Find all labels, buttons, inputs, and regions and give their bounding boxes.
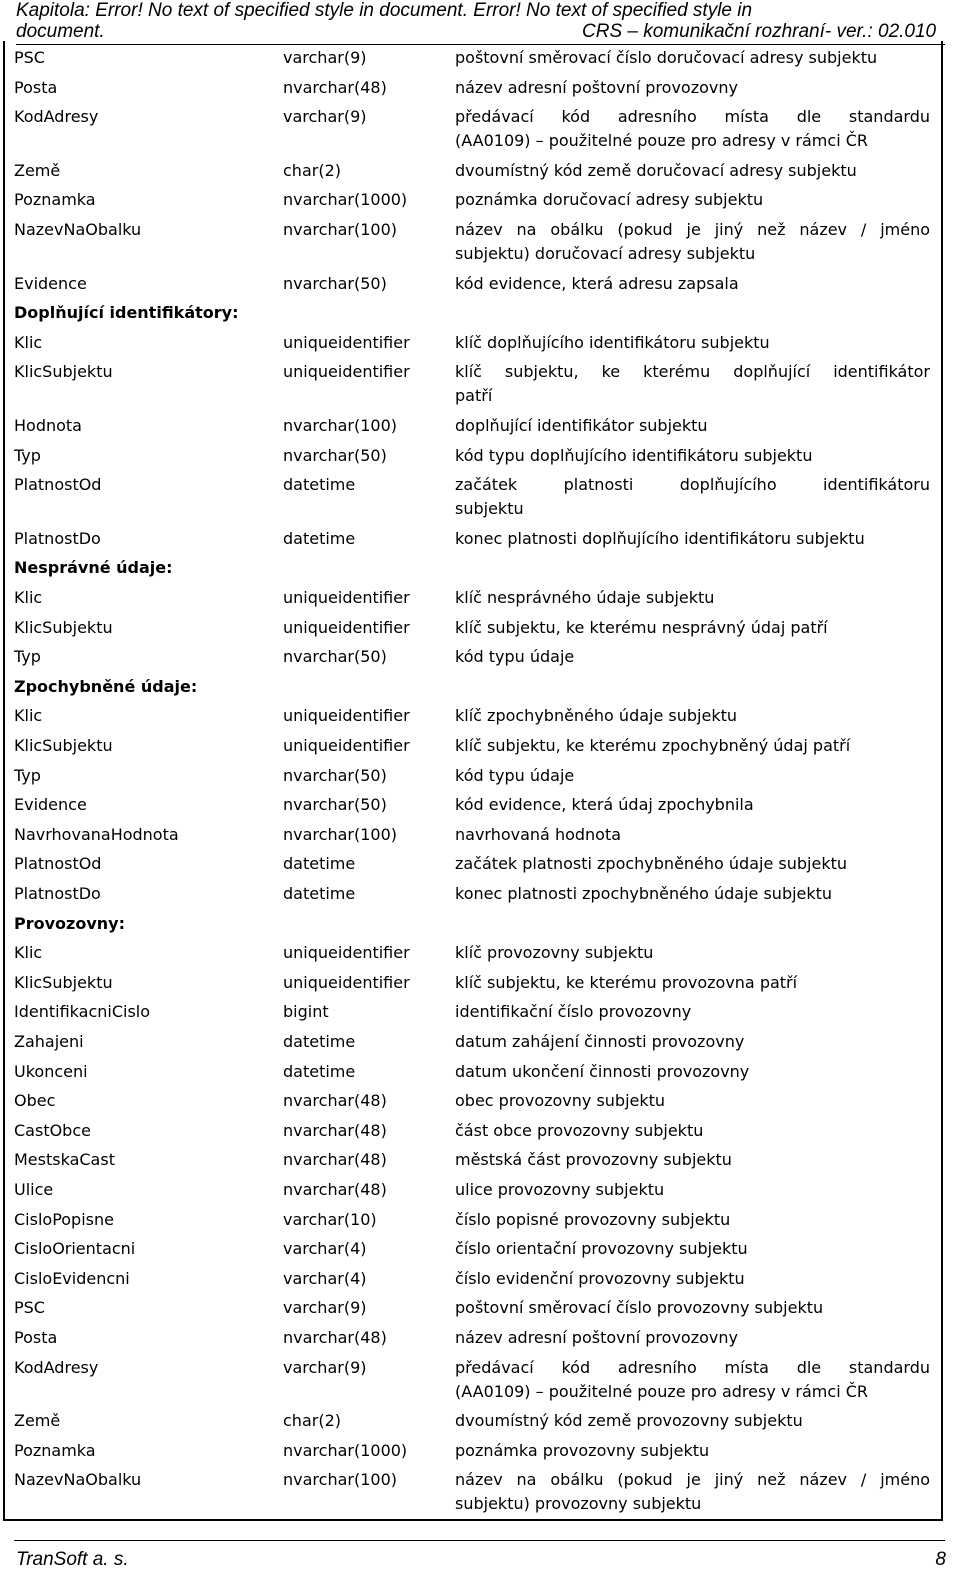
field-type: varchar(9): [283, 107, 367, 127]
field-name: Klic: [14, 588, 43, 607]
field-type: varchar(10): [283, 1209, 377, 1229]
field-description: [455, 272, 930, 296]
field-name: KlicSubjektu: [14, 617, 113, 637]
field-description-line: poznámka provozovny subjektu: [455, 1440, 710, 1460]
field-type: uniqueidentifier: [283, 736, 410, 755]
field-name: Ukonceni: [14, 1061, 88, 1081]
field-description-line: subjektu) provozovny subjektu: [455, 1494, 702, 1514]
field-description: [455, 1237, 930, 1261]
field-description-line: klíč provozovny subjektu: [455, 943, 654, 963]
field-name: CisloPopisne: [14, 1209, 114, 1229]
field-name: Posta: [14, 77, 58, 97]
field-description-line: doplňující identifikátor subjektu: [455, 416, 708, 435]
field-type: uniqueidentifier: [283, 332, 410, 352]
field-type: char(2): [283, 1411, 341, 1431]
field-name: Zahajeni: [14, 1032, 84, 1051]
field-description-line: datum zahájení činnosti provozovny: [455, 1032, 745, 1051]
field-type: nvarchar(1000): [283, 190, 408, 210]
field-description-line: subjektu) doručovací adresy subjektu: [455, 244, 756, 263]
field-type: nvarchar(48): [283, 1091, 387, 1111]
header-line-2-left: document.: [16, 21, 105, 42]
field-description-line: název na obálku (pokud je jiný než název / jméno: [455, 220, 930, 239]
field-type: nvarchar(100): [283, 416, 397, 435]
field-name: KodAdresy: [14, 107, 99, 127]
field-name: PlatnostDo: [14, 528, 101, 548]
field-name: Evidence: [14, 273, 87, 293]
field-description-line: poštovní směrovací číslo provozovny subjektu: [455, 1298, 824, 1318]
field-name: Evidence: [14, 795, 87, 815]
field-description-line: patří: [455, 386, 493, 406]
field-description: [455, 527, 930, 551]
field-description: [455, 1468, 930, 1516]
field-description-line: kód typu doplňujícího identifikátoru subjektu: [455, 445, 813, 465]
field-type: uniqueidentifier: [283, 588, 410, 607]
section-heading: Nesprávné údaje:: [14, 558, 173, 578]
field-description: [455, 1148, 930, 1172]
field-description: [455, 105, 930, 153]
field-description-line: číslo popisné provozovny subjektu: [455, 1209, 731, 1229]
field-description: [455, 941, 930, 965]
field-description: [455, 1296, 930, 1320]
field-description: [455, 218, 930, 266]
field-name: PlatnostDo: [14, 884, 101, 903]
field-description-line: klíč doplňujícího identifikátoru subjektu: [455, 332, 770, 352]
field-description: [455, 586, 930, 610]
field-description: [455, 823, 930, 847]
section-heading: Zpochybněné údaje:: [14, 676, 198, 696]
field-name: KodAdresy: [14, 1357, 99, 1377]
field-name: Typ: [14, 765, 41, 785]
field-description: [455, 734, 930, 758]
field-description-line: klíč nesprávného údaje subjektu: [455, 588, 715, 607]
field-type: nvarchar(50): [283, 795, 387, 815]
field-description: [455, 764, 930, 788]
field-description: [455, 331, 930, 355]
field-description: [455, 188, 930, 212]
field-name: PlatnostOd: [14, 475, 102, 495]
field-name: NavrhovanaHodnota: [14, 824, 179, 844]
field-name: Typ: [14, 445, 41, 465]
field-type: datetime: [283, 854, 356, 874]
field-name: Obec: [14, 1091, 56, 1111]
field-description: [455, 473, 930, 521]
field-description-line: název adresní poštovní provozovny: [455, 77, 738, 97]
field-type: nvarchar(50): [283, 445, 387, 465]
field-type: varchar(9): [283, 48, 367, 67]
field-description: [455, 1439, 930, 1463]
header-line-1: Kapitola: Error! No text of specified style in document. Error! No text of specified style in: [16, 0, 753, 21]
footer-divider: [14, 1540, 945, 1541]
field-description: [455, 1208, 930, 1232]
field-type: uniqueidentifier: [283, 972, 410, 992]
field-description-line: identifikační číslo provozovny: [455, 1002, 692, 1022]
field-name: Klic: [14, 332, 43, 352]
field-description: [455, 1060, 930, 1084]
field-name: NazevNaObalku: [14, 1470, 142, 1490]
field-type: uniqueidentifier: [283, 943, 410, 963]
field-name: Klic: [14, 943, 43, 963]
field-description-line: (AA0109) – použitelné pouze pro adresy v rámci ČR: [455, 1381, 869, 1401]
field-description: [455, 1030, 930, 1054]
field-description: [455, 793, 930, 817]
field-type: nvarchar(100): [283, 1470, 397, 1490]
field-description: [455, 1267, 930, 1291]
field-description-line: (AA0109) – použitelné pouze pro adresy v rámci ČR: [455, 131, 869, 151]
field-description-line: začátek platnosti zpochybněného údaje subjektu: [455, 854, 847, 874]
field-type: nvarchar(48): [283, 1180, 387, 1199]
field-description: [455, 852, 930, 876]
field-type: varchar(9): [283, 1357, 367, 1377]
field-type: datetime: [283, 1061, 356, 1081]
field-description-line: dvoumístný kód země doručovací adresy subjektu: [455, 160, 857, 180]
field-type: uniqueidentifier: [283, 706, 410, 726]
field-type: bigint: [283, 1002, 329, 1022]
field-name: PSC: [14, 1298, 45, 1318]
field-name: KlicSubjektu: [14, 736, 113, 755]
field-type: nvarchar(48): [283, 1150, 387, 1170]
field-description-line: název na obálku (pokud je jiný než název / jméno: [455, 1470, 930, 1490]
header-line-2: [16, 21, 946, 42]
field-description: [455, 414, 930, 438]
field-description-line: název adresní poštovní provozovny: [455, 1328, 738, 1347]
field-description: [455, 1178, 930, 1202]
field-type: uniqueidentifier: [283, 362, 410, 382]
field-type: datetime: [283, 475, 356, 495]
field-description-line: předávací kód adresního místa dle standardu: [455, 107, 930, 127]
field-type: varchar(9): [283, 1298, 367, 1318]
field-type: uniqueidentifier: [283, 617, 410, 637]
field-name: CisloOrientacni: [14, 1239, 136, 1259]
field-type: nvarchar(50): [283, 647, 387, 667]
field-name: Posta: [14, 1328, 58, 1347]
field-description-line: začátek platnosti doplňujícího identifikátoru: [455, 475, 930, 495]
field-name: KlicSubjektu: [14, 972, 113, 992]
page-footer: [16, 1549, 946, 1571]
field-description-line: kód typu údaje: [455, 647, 575, 667]
field-description: [455, 616, 930, 640]
field-description-line: část obce provozovny subjektu: [455, 1120, 704, 1140]
field-name: Klic: [14, 706, 43, 726]
field-description-line: číslo orientační provozovny subjektu: [455, 1239, 748, 1259]
field-type: varchar(4): [283, 1239, 367, 1259]
field-name: KlicSubjektu: [14, 362, 113, 382]
field-description: [455, 704, 930, 728]
field-description: [455, 444, 930, 468]
field-description: [455, 1409, 930, 1433]
field-description: [455, 1000, 930, 1024]
page-number: 8: [935, 1549, 946, 1570]
field-name: Ulice: [14, 1180, 54, 1199]
field-description: [455, 1326, 930, 1350]
field-description-line: poznámka doručovací adresy subjektu: [455, 190, 764, 210]
field-name: Hodnota: [14, 416, 82, 435]
field-type: datetime: [283, 1032, 356, 1051]
field-type: nvarchar(1000): [283, 1440, 408, 1460]
field-description: [455, 971, 930, 995]
field-name: Země: [14, 160, 61, 180]
page-header: [16, 0, 946, 42]
field-name: CastObce: [14, 1120, 91, 1140]
field-description: [455, 645, 930, 669]
field-type: nvarchar(100): [283, 220, 397, 239]
field-description-line: poštovní směrovací číslo doručovací adresy subjektu: [455, 48, 878, 67]
field-name: MestskaCast: [14, 1150, 115, 1170]
field-description-line: městská část provozovny subjektu: [455, 1150, 732, 1170]
field-name: Poznamka: [14, 190, 96, 210]
field-name: NazevNaObalku: [14, 220, 142, 239]
field-type: datetime: [283, 884, 356, 903]
field-description-line: subjektu: [455, 499, 524, 519]
field-description-line: klíč subjektu, ke kterému provozovna patří: [455, 972, 798, 992]
field-description-line: číslo evidenční provozovny subjektu: [455, 1268, 745, 1288]
field-description: [455, 360, 930, 408]
field-type: nvarchar(50): [283, 273, 387, 293]
field-description-line: kód typu údaje: [455, 765, 575, 785]
field-description-line: klíč subjektu, ke kterému nesprávný údaj patří: [455, 617, 828, 637]
field-description-line: obec provozovny subjektu: [455, 1091, 666, 1111]
field-type: varchar(4): [283, 1268, 367, 1288]
field-description: [455, 882, 930, 906]
field-description-line: klíč subjektu, ke kterému doplňující identifikátor: [455, 362, 930, 382]
field-type: nvarchar(48): [283, 1120, 387, 1140]
field-type: datetime: [283, 528, 356, 548]
section-heading: Provozovny:: [14, 913, 125, 933]
field-name: Typ: [14, 647, 41, 667]
field-description: [455, 1089, 930, 1113]
field-description-line: dvoumístný kód země provozovny subjektu: [455, 1411, 803, 1431]
footer-company: TranSoft a. s.: [16, 1549, 129, 1570]
field-description-line: kód evidence, která adresu zapsala: [455, 273, 739, 293]
field-description: [455, 1119, 930, 1143]
field-description-line: konec platnosti zpochybněného údaje subjektu: [455, 884, 833, 903]
field-description-line: předávací kód adresního místa dle standardu: [455, 1357, 930, 1377]
field-description-line: ulice provozovny subjektu: [455, 1180, 665, 1199]
field-type: nvarchar(100): [283, 824, 397, 844]
field-type: char(2): [283, 160, 341, 180]
field-name: Poznamka: [14, 1440, 96, 1460]
field-name: IdentifikacniCislo: [14, 1002, 151, 1022]
field-name: PSC: [14, 48, 45, 67]
field-description-line: klíč subjektu, ke kterému zpochybněný údaj patří: [455, 736, 851, 755]
field-description-line: konec platnosti doplňujícího identifikátoru subjektu: [455, 528, 865, 548]
section-heading: Doplňující identifikátory:: [14, 303, 239, 323]
field-description: [455, 76, 930, 100]
field-type: nvarchar(48): [283, 1328, 387, 1347]
field-description: [455, 159, 930, 183]
field-name: Země: [14, 1411, 61, 1431]
field-type: nvarchar(50): [283, 765, 387, 785]
field-description-line: navrhovaná hodnota: [455, 824, 622, 844]
field-name: CisloEvidencni: [14, 1268, 130, 1288]
field-description: [455, 1356, 930, 1404]
header-document-version: CRS – komunikační rozhraní- ver.: 02.010: [582, 21, 937, 42]
field-description-line: kód evidence, která údaj zpochybnila: [455, 795, 754, 815]
field-description-line: datum ukončení činnosti provozovny: [455, 1061, 750, 1081]
field-name: PlatnostOd: [14, 854, 102, 874]
field-type: nvarchar(48): [283, 77, 387, 97]
field-description: [455, 46, 930, 70]
field-description-line: klíč zpochybněného údaje subjektu: [455, 706, 738, 726]
